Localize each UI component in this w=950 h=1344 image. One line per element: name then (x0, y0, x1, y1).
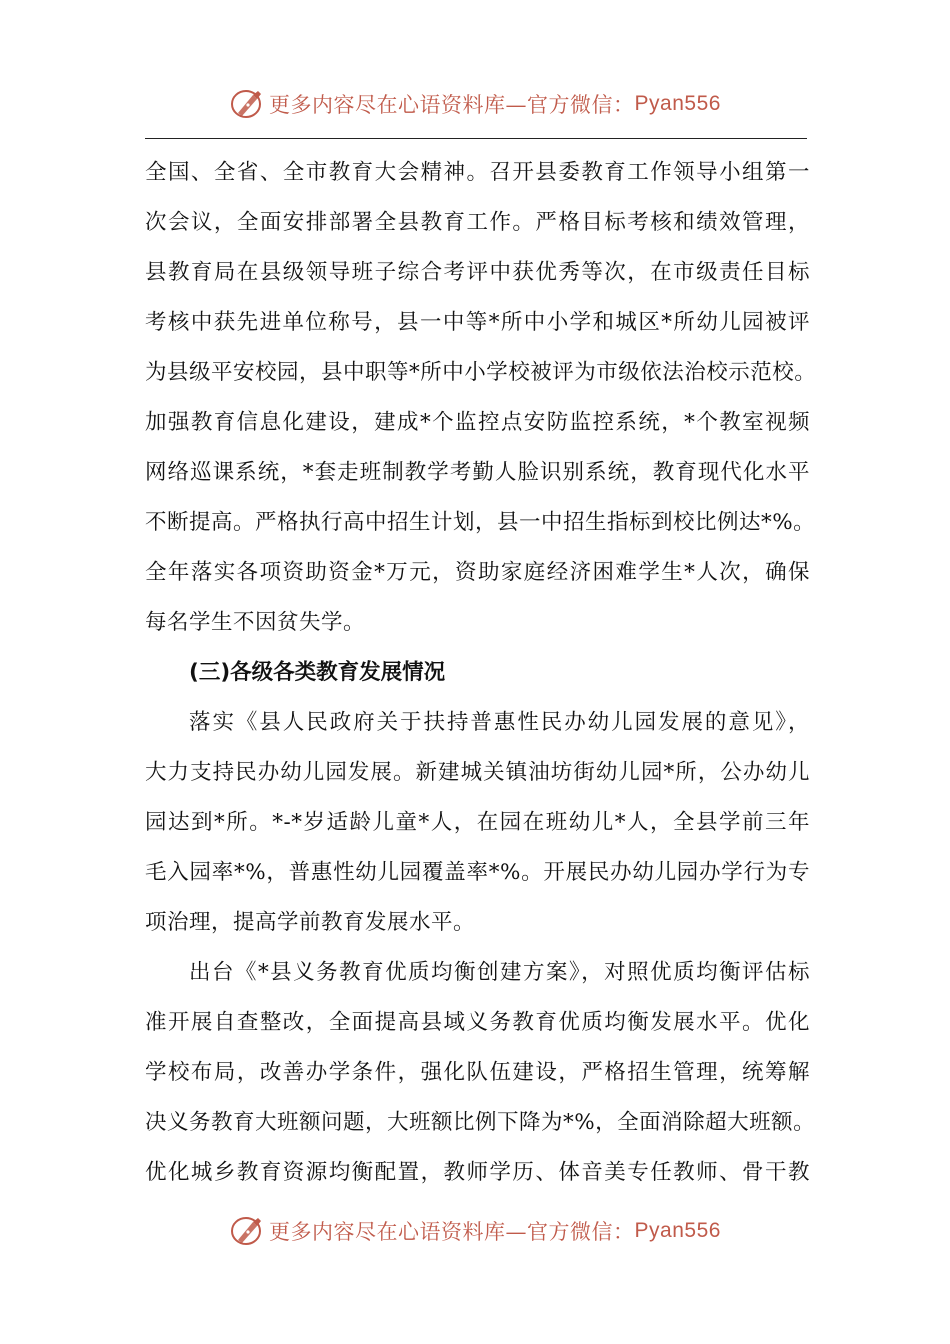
banner-wechat-id: Pyan556 (634, 92, 721, 115)
text-line: 加强教育信息化建设，建成*个监控点安防监控系统，*个教室视频 (145, 410, 810, 435)
document-body (145, 148, 817, 1198)
section-heading: (三)各级各类教育发展情况 (189, 660, 446, 685)
text-line: 为县级平安校园，县中职等*所中小学校被评为市级依法治校示范校。 (145, 360, 817, 385)
text-line: 全国、全省、全市教育大会精神。召开县委教育工作领导小组第一 (145, 160, 810, 185)
text-line: 决义务教育大班额问题，大班额比例下降为*%，全面消除超大班额。 (145, 1110, 816, 1135)
text-line: 学校布局，改善办学条件，强化队伍建设，严格招生管理，统筹解 (145, 1060, 810, 1085)
text-line: 优化城乡教育资源均衡配置，教师学历、体音美专任教师、骨干教 (145, 1160, 810, 1185)
text-line: 出台《*县义务教育优质均衡创建方案》，对照优质均衡评估标 (189, 960, 810, 985)
banner-text: 更多内容尽在心语资料库—官方微信： (269, 1220, 635, 1244)
text-line: 次会议，全面安排部署全县教育工作。严格目标考核和绩效管理， (145, 210, 810, 235)
text-line: 准开展自查整改，全面提高县域义务教育优质均衡发展水平。优化 (145, 1010, 810, 1035)
text-line: 网络巡课系统，*套走班制教学考勤人脸识别系统，教育现代化水平 (145, 460, 810, 485)
text-line: 不断提高。严格执行高中招生计划，县一中招生指标到校比例达*%。 (145, 510, 816, 535)
text-line: 每名学生不因贫失学。 (145, 610, 366, 635)
text-line: 毛入园率*%，普惠性幼儿园覆盖率*%。开展民办幼儿园办学行为专 (145, 860, 810, 885)
text-line: 考核中获先进单位称号，县一中等*所中小学和城区*所幼儿园被评 (145, 310, 810, 335)
text-line: 县教育局在县级领导班子综合考评中获优秀等次，在市级责任目标 (145, 260, 810, 285)
text-line: 园达到*所。*-*岁适龄儿童*人，在园在班幼儿*人，全县学前三年 (145, 810, 810, 835)
text-line: 落实《县人民政府关于扶持普惠性民办幼儿园发展的意见》， (189, 710, 810, 735)
banner-wechat-id: Pyan556 (634, 1219, 721, 1242)
header-divider (145, 138, 807, 139)
text-line: 项治理，提高学前教育发展水平。 (145, 910, 476, 935)
header-banner (0, 84, 950, 124)
pen-nib-logo-icon (229, 86, 265, 122)
text-line: 全年落实各项资助资金*万元，资助家庭经济困难学生*人次，确保 (145, 560, 810, 585)
banner-text: 更多内容尽在心语资料库—官方微信： (269, 93, 635, 117)
text-line: 大力支持民办幼儿园发展。新建城关镇油坊街幼儿园*所，公办幼儿 (145, 760, 810, 785)
pen-nib-logo-icon (229, 1213, 265, 1249)
footer-banner (0, 1211, 950, 1251)
